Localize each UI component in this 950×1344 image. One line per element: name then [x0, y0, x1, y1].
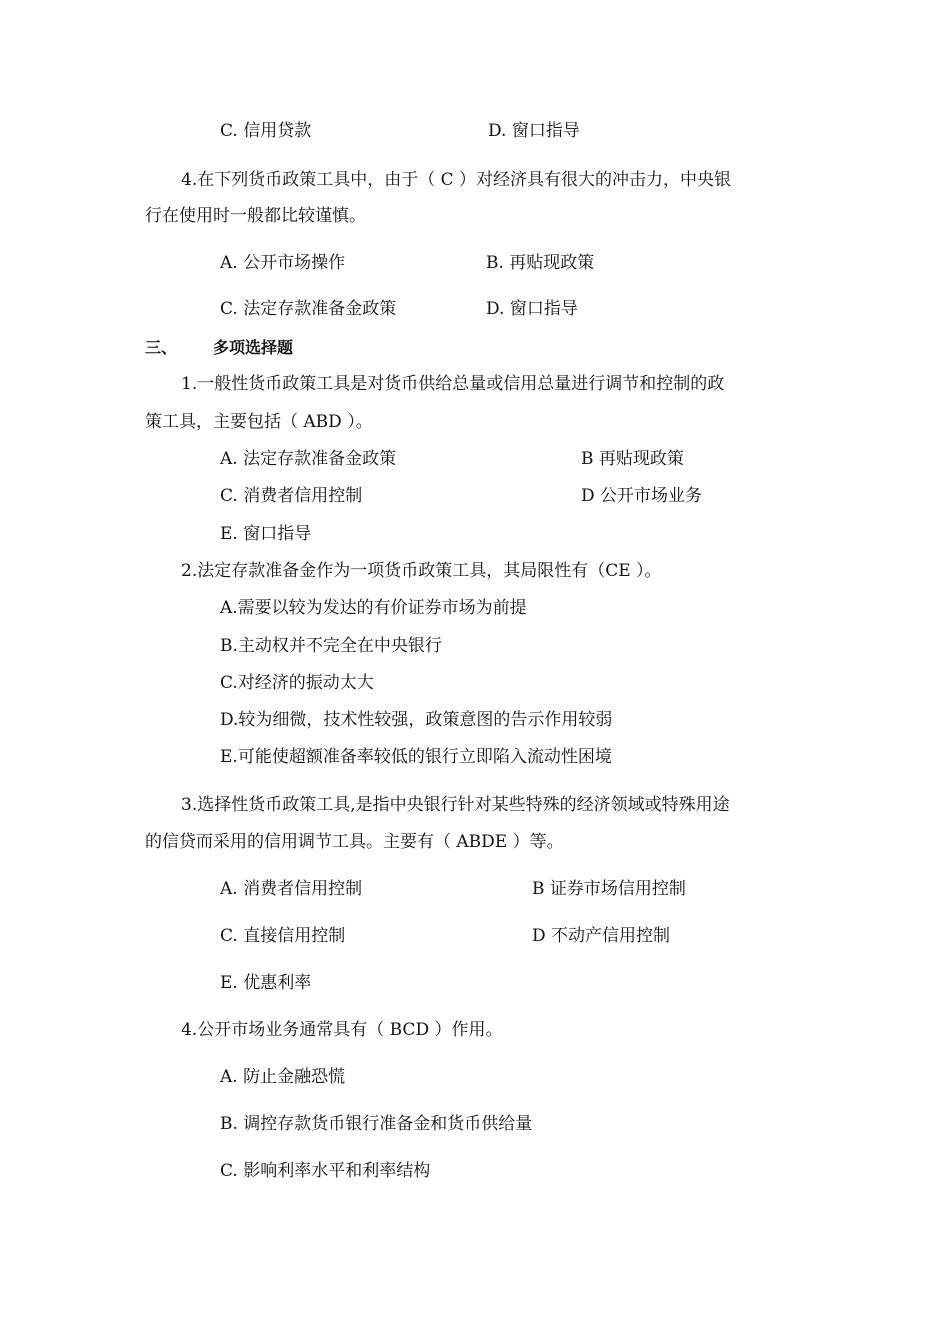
mq2-option-b: B.主动权并不完全在中央银行: [220, 636, 442, 656]
mq4-option-a: A. 防止金融恐慌: [220, 1067, 346, 1087]
mq1-option-b: B 再贴现政策: [581, 449, 684, 469]
question-4-option-d: D. 窗口指导: [486, 299, 578, 319]
question-4-option-b: B. 再贴现政策: [486, 253, 595, 273]
mq1-text-line2: 策工具，主要包括（ ABD ）。: [145, 412, 373, 432]
mq1-option-d: D 公开市场业务: [581, 486, 703, 506]
mq3-option-b: B 证券市场信用控制: [532, 879, 686, 899]
mq2-option-a: A.需要以较为发达的有价证券市场为前提: [220, 598, 527, 618]
section-3-number: 三、: [145, 338, 178, 357]
mq1-option-a: A. 法定存款准备金政策: [220, 449, 397, 469]
prev-option-c: C. 信用贷款: [220, 121, 312, 141]
mq2-option-d: D.较为细微，技术性较强，政策意图的告示作用较弱: [220, 710, 613, 730]
mq2-option-c: C.对经济的振动太大: [220, 673, 374, 693]
mq2-option-e: E.可能使超额准备率较低的银行立即陷入流动性困境: [220, 747, 612, 767]
prev-option-d: D. 窗口指导: [488, 121, 580, 141]
mq2-text: 2.法定存款准备金作为一项货币政策工具，其局限性有（CE ）。: [181, 561, 662, 581]
mq1-option-e: E. 窗口指导: [220, 524, 312, 544]
mq1-option-c: C. 消费者信用控制: [220, 486, 363, 506]
question-4-text-line2: 行在使用时一般都比较谨慎。: [145, 206, 366, 226]
question-4-option-c: C. 法定存款准备金政策: [220, 299, 397, 319]
mq4-option-c: C. 影响利率水平和利率结构: [220, 1161, 431, 1181]
mq3-option-d: D 不动产信用控制: [532, 926, 671, 946]
mq3-option-e: E. 优惠利率: [220, 973, 312, 993]
mq3-option-a: A. 消费者信用控制: [220, 879, 363, 899]
mq3-text-line1: 3.选择性货币政策工具,是指中央银行针对某些特殊的经济领域或特殊用途: [181, 795, 730, 815]
section-3-title: 多项选择题: [213, 338, 294, 357]
question-4-text-line1: 4.在下列货币政策工具中，由于（ C ）对经济具有很大的冲击力，中央银: [181, 170, 732, 190]
mq4-option-b: B. 调控存款货币银行准备金和货币供给量: [220, 1114, 533, 1134]
mq1-text-line1: 1.一般性货币政策工具是对货币供给总量或信用总量进行调节和控制的政: [181, 374, 725, 394]
mq3-option-c: C. 直接信用控制: [220, 926, 346, 946]
mq4-text: 4.公开市场业务通常具有（ BCD ）作用。: [181, 1020, 503, 1040]
mq3-text-line2: 的信贷而采用的信用调节工具。主要有（ ABDE ）等。: [145, 832, 564, 852]
question-4-option-a: A. 公开市场操作: [220, 253, 346, 273]
